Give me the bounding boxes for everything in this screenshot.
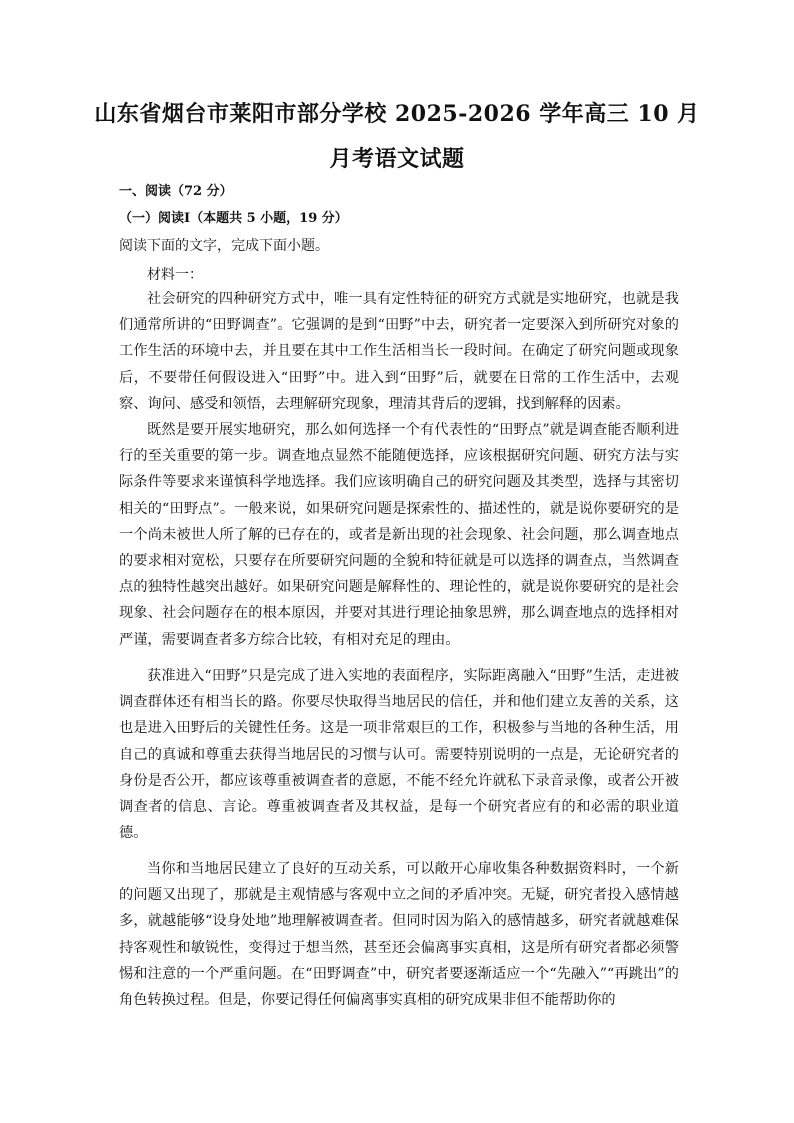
instruction-text: 阅读下面的文字，完成下面小题。 bbox=[119, 238, 329, 254]
material-paragraph-1: 社会研究的四种研究方式中，唯一具有定性特征的研究方式就是实地研究，也就是我们通常所讲的“田野调查”。它强调的是到“田野”中去，研究者一定要深入到所研究对象的工作生活的环境中去，并且要在其中工作生活相当长一段时间。在确定了研究问题或现象后，不要带任何假设进入“田野”中。进入到“田野”后，就要在日常的工作生活中，去观察、询问、感受和领悟，去理解研究现象，理清其背后的逻辑，找到解释的因素。 bbox=[119, 291, 679, 412]
material-label: 材料一： bbox=[147, 267, 203, 283]
section-heading-reading: 一、阅读（72 分） bbox=[119, 184, 233, 199]
material-paragraph-2: 既然是要开展实地研究，那么如何选择一个有代表性的“田野点”就是调查能否顺利进行的至关重要的第一步。调查地点显然不能随便选择，应该根据研究问题、研究方法与实际条件等要求来谨慎科学地选择。我们应该明确自己的研究问题及其类型，选择与其密切相关的“田野点”。一般来说，如果研究问题是探索性的、描述性的，就是说你要研究的是一个尚未被世人所了解的已存在的，或者是新出现的社会现象、社会问题，那么调查地点的要求相对宽松，只要存在所要研究问题的全貌和特征就是可以选择的调查点，当然调查点的独特性越突出越好。如果研究问题是解释性的、理论性的，就是说你要研究的是社会现象、社会问题存在的根本原因，并要对其进行理论抽象思辨，那么调查地点的选择相对严谨，需要调查者多方综合比较，有相对充足的理由。 bbox=[119, 422, 679, 648]
subsection-heading-reading-1: （一）阅读Ⅰ（本题共 5 小题，19 分） bbox=[119, 211, 348, 226]
exam-title-line-2: 月考语文试题 bbox=[329, 146, 465, 172]
exam-title-line-1: 山东省烟台市莱阳市部分学校 2025-2026 学年高三 10 月 bbox=[94, 101, 700, 127]
material-paragraph-3: 获准进入“田野”只是完成了进入实地的表面程序，实际距离融入“田野”生活，走进被调查群体还有相当长的路。你要尽快取得当地居民的信任，并和他们建立友善的关系，这也是进入田野后的关键性任务。这是一项非常艰巨的工作，积极参与当地的各种生活，用自己的真诚和尊重去获得当地居民的习惯与认可。需要特别说明的一点是，无论研究者的身份是否公开，都应该尊重被调查者的意愿，不能不经允许就私下录音录像，或者公开被调查者的信息、言论。尊重被调查者及其权益，是每一个研究者应有的和必需的职业道德。 bbox=[119, 668, 679, 842]
material-paragraph-4: 当你和当地居民建立了良好的互动关系，可以敞开心扉收集各种数据资料时，一个新的问题又出现了，那就是主观情感与客观中立之间的矛盾冲突。无疑，研究者投入感情越多，就越能够“设身处地”地理解被调查者。但同时因为陷入的感情越多，研究者就越难保持客观性和敏锐性，变得过于想当然，甚至还会偏离事实真相，这是所有研究者都必须警惕和注意的一个严重问题。在“田野调查”中，研究者要逐渐适应一个“先融入”“再跳出”的角色转换过程。但是，你要记得任何偏离事实真相的研究成果非但不能帮助你的 bbox=[119, 861, 679, 1009]
